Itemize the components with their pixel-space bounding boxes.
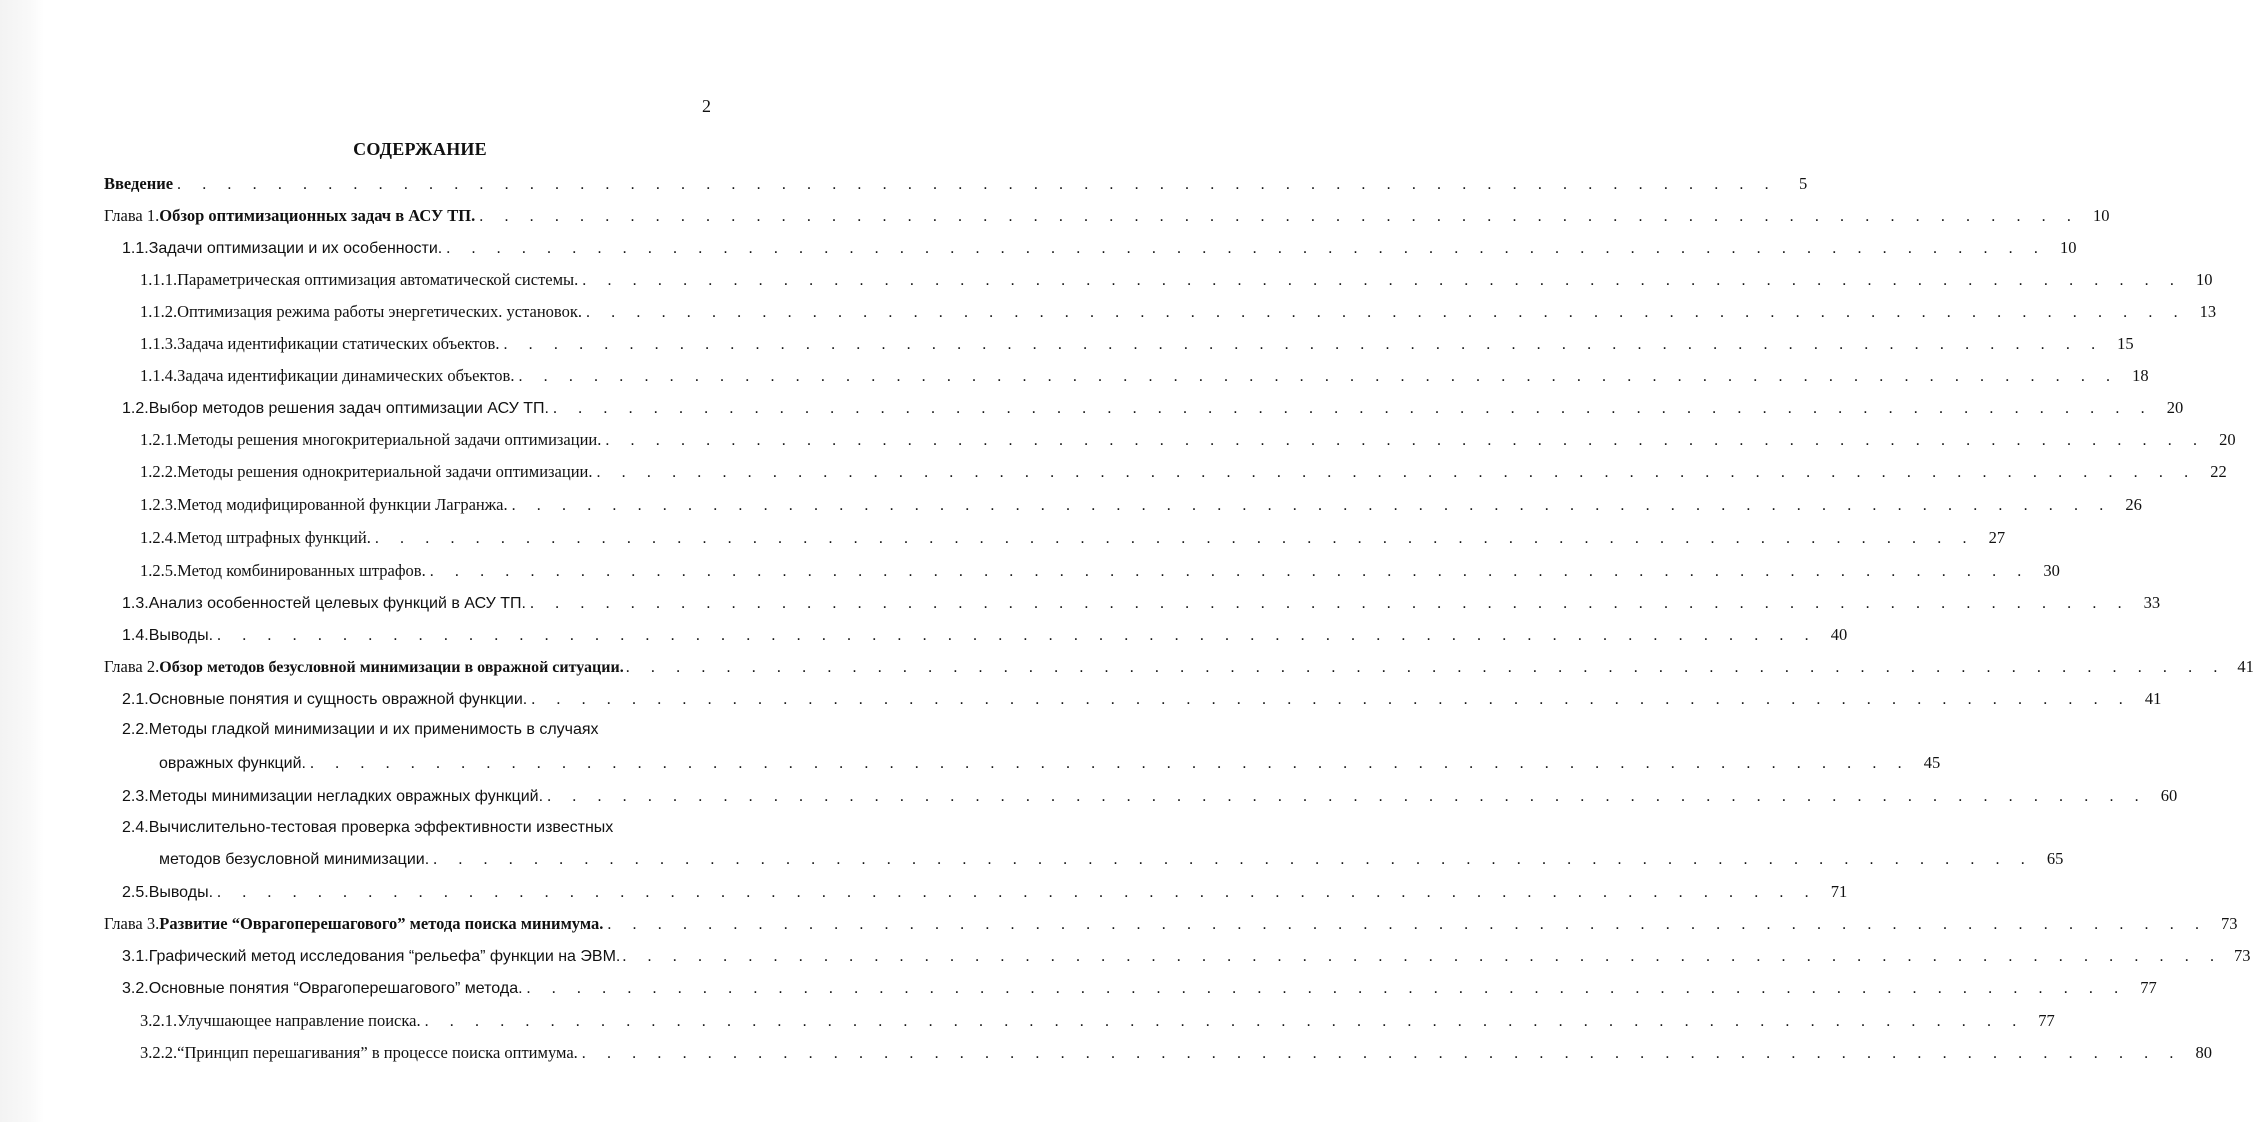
toc-entry-number: 2.5. [122, 884, 149, 901]
toc-entry-text: Обзор методов безусловной минимизации в овражной ситуации. [159, 659, 624, 676]
dot-leader: . . . . . . . . . . . . . . . . . . . . . . . . . . . . . . . . . . . . . . . . . . . . . . . . . . . . . . . . . . . . . . . . [374, 530, 1976, 547]
toc-entry-page: 5 [1798, 174, 1808, 193]
dot-leader: . . . . . . . . . . . . . . . . . . . . . . . . . . . . . . . . . . . . . . . . . . . . . . . . . . . . . . . . . . . . . . . . [503, 336, 2104, 353]
toc-entry-text: Введение [104, 174, 174, 193]
toc-entry-number: 2.3. [122, 788, 149, 805]
toc-entry-page: 40 [1830, 625, 1848, 644]
toc-entry-text: Параметрическая оптимизация автоматической системы. [177, 270, 579, 289]
toc-entry-page: 45 [1923, 753, 1941, 772]
dot-leader: . . . . . . . . . . . . . . . . . . . . . . . . . . . . . . . . . . . . . . . . . . . . . . . . . . . . . . . . . . . . . . . . [552, 400, 2154, 417]
toc-entry-page: 41 [2237, 657, 2254, 676]
toc-entry[interactable] [122, 624, 1848, 646]
toc-entry-continuation[interactable] [159, 752, 1941, 774]
toc-entry-text: Выводы. [148, 884, 214, 901]
toc-entry-text: Улучшающее направление поиска. [177, 1011, 421, 1030]
dot-leader: . . . . . . . . . . . . . . . . . . . . . . . . . . . . . . . . . . . . . . . . . . . . . . . . . . . . . . . . . . . . . . . . [424, 1013, 2025, 1030]
toc-entry[interactable] [140, 527, 2006, 549]
dot-leader: . . . . . . . . . . . . . . . . . . . . . . . . . . . . . . . . . . . . . . . . . . . . . . . . . . . . . . . . . . . . . . . . [309, 755, 1911, 772]
toc-entry[interactable] [140, 560, 2060, 582]
toc-entry-number: 2.2. [122, 721, 149, 738]
toc-entry-text: Методы решения многокритериальной задачи оптимизации. [177, 430, 602, 449]
dot-leader: . . . . . . . . . . . . . . . . . . . . . . . . . . . . . . . . . . . . . . . . . . . . . . . . . . . . . . . . . . . . . . . . [581, 1045, 2182, 1062]
toc-entry-text: Методы гладкой минимизации и их применимость в случаях [148, 721, 599, 738]
toc-entry[interactable] [104, 173, 1808, 195]
toc-entry[interactable] [140, 494, 2142, 516]
toc-entry[interactable] [140, 269, 2213, 291]
toc-entry-number: 1.3. [122, 595, 149, 612]
toc-entry-text: Анализ особенностей целевых функций в АСУ ТП. [148, 595, 526, 612]
dot-leader: . . . . . . . . . . . . . . . . . . . . . . . . . . . . . . . . . . . . . . . . . . . . . . . . . . . . . . . . . . . . . . . . [607, 916, 2208, 933]
dot-leader: . . . . . . . . . . . . . . . . . . . . . . . . . . . . . . . . . . . . . . . . . . . . . . . . . . . . . . . . . . . . . . . . [529, 595, 2131, 612]
dot-leader: . . . . . . . . . . . . . . . . . . . . . . . . . . . . . . . . . . . . . . . . . . . . . . . . . . . . . . . . . . . . . . . . [518, 368, 2119, 385]
dot-leader: . . . . . . . . . . . . . . . . . . . . . . . . . . . . . . . . . . . . . . . . . . . . . . . . . . . . . . . . . . . . . . . . [596, 464, 2197, 481]
toc-entry-page: 41 [2144, 689, 2162, 708]
toc-entry-number: 1.1.4. [140, 366, 178, 385]
dot-leader: . . . . . . . . . . . . . . . . . . . . . . . . . . . . . . . . . . . . . . . . . . . . . . . . . . . . . . . . . . . . . . . . [526, 980, 2127, 997]
toc-entry-text: Задача идентификации статических объектов. [177, 334, 500, 353]
page-number: 2 [702, 96, 711, 116]
toc-entry-page: 10 [2059, 238, 2077, 257]
toc-entry-page: 73 [2234, 946, 2251, 965]
toc-entry-number: 1.2.4. [140, 528, 178, 547]
dot-leader: . . . . . . . . . . . . . . . . . . . . . . . . . . . . . . . . . . . . . . . . . . . . . . . . . . . . . . . . . . . . . . . . [582, 272, 2183, 289]
dot-leader: . . . . . . . . . . . . . . . . . . . . . . . . . . . . . . . . . . . . . . . . . . . . . . . . . . . . . . . . . . . . . . . . [605, 432, 2206, 449]
toc-entry[interactable] [122, 945, 2251, 967]
toc-entry-number: 3.1. [122, 948, 149, 965]
toc-entry-page: 71 [1830, 882, 1848, 901]
toc-entry-page: 20 [2219, 430, 2236, 449]
toc-entry-page: 15 [2117, 334, 2134, 353]
toc-entry-text: Основные понятия и сущность овражной функции. [148, 691, 528, 708]
toc-entry-number: 1.4. [122, 627, 149, 644]
toc-entry[interactable] [140, 461, 2227, 483]
toc-entry[interactable] [122, 719, 746, 741]
toc-entry-page: 30 [2043, 561, 2060, 580]
toc-entry[interactable] [122, 817, 746, 839]
toc-entry-text-continued: овражных функций. [159, 755, 306, 772]
toc-entry-number: 3.2.1. [140, 1011, 178, 1030]
toc-entry-text: Оптимизация режима работы энергетических. установок. [177, 302, 582, 321]
dot-leader: . . . . . . . . . . . . . . . . . . . . . . . . . . . . . . . . . . . . . . . . . . . . . . . . . . . . . . . . . . . . . . . . [177, 176, 1778, 193]
toc-entry-number: 1.2.3. [140, 495, 178, 514]
toc-entry-text: Развитие “Оврагоперешагового” метода поиска минимума. [159, 914, 604, 933]
scan-left-edge [0, 0, 44, 1122]
dot-leader: . . . . . . . . . . . . . . . . . . . . . . . . . . . . . . . . . . . . . . . . . . . . . . . . . . . . . . . . . . . . . . . . [433, 851, 2034, 868]
dot-leader: . . . . . . . . . . . . . . . . . . . . . . . . . . . . . . . . . . . . . . . . . . . . . . . . . . . . . . . . . . . . . . . . [625, 659, 2226, 676]
toc-entry-page: 10 [2195, 270, 2213, 289]
toc-entry-text: Обзор оптимизационных задач в АСУ ТП. [159, 206, 476, 225]
toc-entry-number: 1.2.2. [140, 462, 178, 481]
toc-entry-number: 1.2.5. [140, 561, 178, 580]
toc-entry-text: Задача идентификации динамических объектов. [177, 366, 515, 385]
toc-entry-page: 80 [2195, 1043, 2212, 1062]
toc-entry-page: 60 [2160, 786, 2178, 805]
toc-entry-page: 18 [2132, 366, 2149, 385]
toc-entry[interactable] [122, 592, 2161, 614]
toc-entry-page: 33 [2143, 593, 2161, 612]
toc-entry-number: 3.2. [122, 980, 149, 997]
toc-entry[interactable] [122, 785, 2178, 807]
toc-entry-number: Глава 2. [104, 657, 160, 676]
dot-leader: . . . . . . . . . . . . . . . . . . . . . . . . . . . . . . . . . . . . . . . . . . . . . . . . . . . . . . . . . . . . . . . . [547, 788, 2148, 805]
toc-entry[interactable] [122, 881, 1848, 903]
dot-leader: . . . . . . . . . . . . . . . . . . . . . . . . . . . . . . . . . . . . . . . . . . . . . . . . . . . . . . . . . . . . . . . . [429, 563, 2030, 580]
toc-entry[interactable] [140, 1042, 2212, 1064]
toc-entry[interactable] [140, 429, 2236, 451]
dot-leader: . . . . . . . . . . . . . . . . . . . . . . . . . . . . . . . . . . . . . . . . . . . . . . . . . . . . . . . . . . . . . . . . [531, 691, 2132, 708]
dot-leader: . . . . . . . . . . . . . . . . . . . . . . . . . . . . . . . . . . . . . . . . . . . . . . . . . . . . . . . . . . . . . . . . [622, 948, 2223, 965]
toc-entry-number: 3.2.2. [140, 1043, 178, 1062]
toc-entry-text: Выводы. [148, 627, 214, 644]
toc-entry[interactable] [104, 656, 2254, 678]
dot-leader: . . . . . . . . . . . . . . . . . . . . . . . . . . . . . . . . . . . . . . . . . . . . . . . . . . . . . . . . . . . . . . . . [585, 304, 2187, 321]
toc-entry-number: 1.2.1. [140, 430, 178, 449]
toc-entry-number: 1.1.3. [140, 334, 178, 353]
toc-entry-page: 77 [2038, 1011, 2055, 1030]
toc-entry[interactable] [140, 333, 2134, 355]
toc-entry-number: 1.1.1. [140, 270, 178, 289]
toc-entry-page: 10 [2092, 206, 2110, 225]
dot-leader: . . . . . . . . . . . . . . . . . . . . . . . . . . . . . . . . . . . . . . . . . . . . . . . . . . . . . . . . . . . . . . . . [217, 627, 1818, 644]
toc-entry-page: 22 [2210, 462, 2227, 481]
toc-entry-page: 65 [2046, 849, 2064, 868]
toc-entry-number: Глава 3. [104, 914, 160, 933]
toc-entry-page: 73 [2221, 914, 2238, 933]
toc-entry-number: 1.2. [122, 400, 149, 417]
toc-entry[interactable] [122, 397, 2184, 419]
toc-entry[interactable] [122, 688, 2162, 710]
toc-entry-continuation[interactable] [159, 848, 2064, 870]
dot-leader: . . . . . . . . . . . . . . . . . . . . . . . . . . . . . . . . . . . . . . . . . . . . . . . . . . . . . . . . . . . . . . . . [511, 497, 2112, 514]
dot-leader: . . . . . . . . . . . . . . . . . . . . . . . . . . . . . . . . . . . . . . . . . . . . . . . . . . . . . . . . . . . . . . . . [479, 208, 2080, 225]
toc-entry-text: Выбор методов решения задач оптимизации АСУ ТП. [148, 400, 549, 417]
toc-entry-text: Методы решения однокритериальной задачи оптимизации. [177, 462, 593, 481]
toc-entry[interactable] [104, 205, 2110, 227]
toc-entry-text: Основные понятия “Оврагоперешагового” метода. [148, 980, 523, 997]
toc-entry-text: “Принцип перешагивания” в процессе поиска оптимума. [177, 1043, 578, 1062]
toc-entry-number: 1.1.2. [140, 302, 178, 321]
toc-entry-page: 26 [2125, 495, 2142, 514]
toc-entry-text: Метод штрафных функций. [177, 528, 371, 547]
toc-entry-text: Графический метод исследования “рельефа” функции на ЭВМ. [148, 948, 621, 965]
toc-entry-text-continued: методов безусловной минимизации. [159, 851, 430, 868]
toc-entry-page: 77 [2140, 978, 2157, 997]
toc-entry[interactable] [140, 301, 2217, 323]
toc-entry-text: Задачи оптимизации и их особенности. [148, 240, 443, 257]
toc-entry[interactable] [140, 365, 2149, 387]
toc-entry-text: Метод модифицированной функции Лагранжа. [177, 495, 508, 514]
toc-entry-number: Глава 1. [104, 206, 160, 225]
toc-entry-number: 2.4. [122, 819, 149, 836]
toc-entry-page: 27 [1988, 528, 2006, 547]
toc-title: СОДЕРЖАНИЕ [353, 139, 487, 159]
dot-leader: . . . . . . . . . . . . . . . . . . . . . . . . . . . . . . . . . . . . . . . . . . . . . . . . . . . . . . . . . . . . . . . . [446, 240, 2047, 257]
toc-entry-text: Вычислительно-тестовая проверка эффективности известных [148, 819, 614, 836]
dot-leader: . . . . . . . . . . . . . . . . . . . . . . . . . . . . . . . . . . . . . . . . . . . . . . . . . . . . . . . . . . . . . . . . [217, 884, 1818, 901]
toc-entry-text: Методы минимизации негладких овражных функций. [148, 788, 544, 805]
toc-entry-text: Метод комбинированных штрафов. [177, 561, 426, 580]
toc-entry-number: 1.1. [122, 240, 149, 257]
toc-entry[interactable] [122, 977, 2157, 999]
toc-entry-number: 2.1. [122, 691, 149, 708]
toc-entry-page: 13 [2199, 302, 2217, 321]
toc-entry[interactable] [140, 1010, 2055, 1032]
toc-entry[interactable] [122, 237, 2077, 259]
toc-entry-page: 20 [2166, 398, 2184, 417]
toc-entry[interactable] [104, 913, 2238, 935]
